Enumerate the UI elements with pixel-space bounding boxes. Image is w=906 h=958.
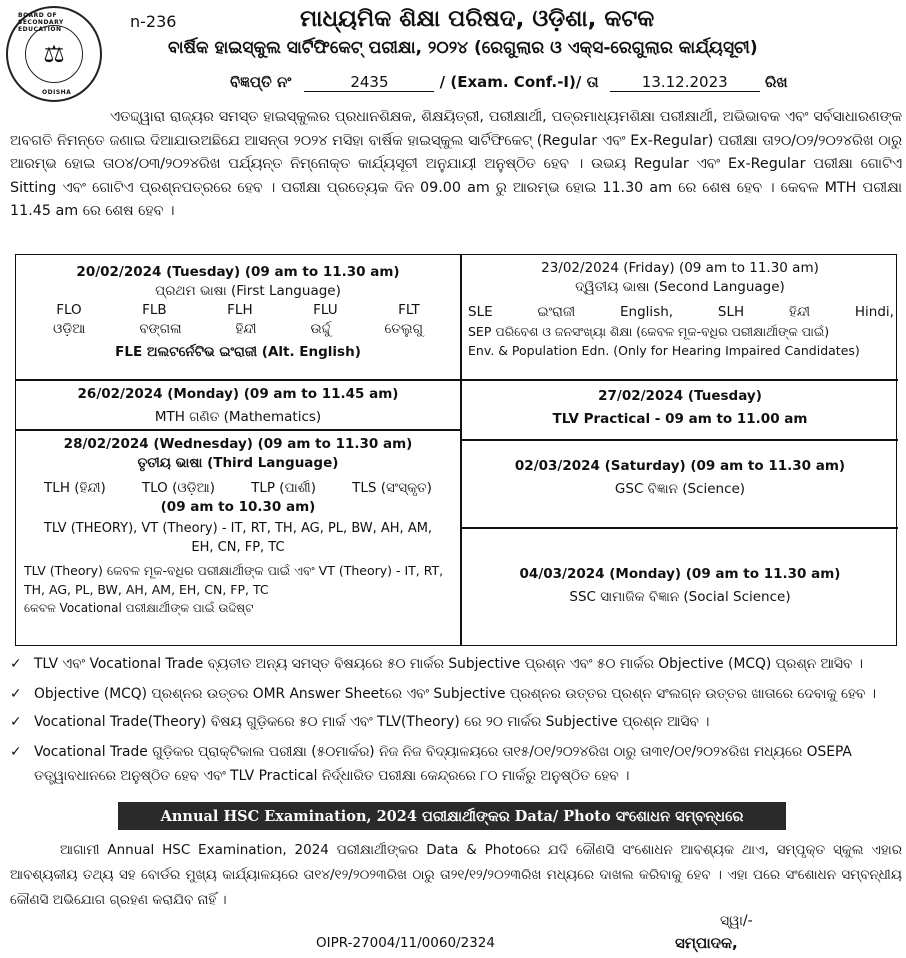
exam-date: 02/03/2024 (Saturday) (09 am to 11.30 am)	[514, 458, 846, 474]
subject-code: FLU	[313, 302, 338, 318]
reference-prefix: ବିଜ୍ଞପ୍ତି ନଂ	[230, 73, 292, 91]
language-name: ଓଡ଼ିଆ	[52, 321, 86, 337]
reference-number: 2435	[304, 73, 434, 92]
sep-line: SEP ପରିବେଶ ଓ ଜନସଂଖ୍ୟା ଶିକ୍ଷା (କେବଳ ମୂକ-ବଧିର ପରୀକ୍ଷାର୍ଥୀଙ୍କ ପାଇଁ)	[468, 324, 830, 339]
tlv-note: TLV (Theory) କେବଳ ମୂକ-ବଧିର ପରୀକ୍ଷାର୍ଥୀଙ୍କ ପାଇଁ ଏବଂ VT (Theory) - IT, RT, TH, AG, PL, BW, AH, AM, EH, CN, FP, TC	[24, 563, 444, 597]
seal-ring-text-bottom: ODISHA	[42, 89, 72, 96]
intro-paragraph	[10, 106, 902, 224]
correction-text: ଆଗାମୀ Annual HSC Examination, 2024 ପରୀକ୍ଷାର୍ଥୀଙ୍କର Data & Photoରେ ଯଦି କୌଣସି ସଂଶୋଧନ ଆବଶ୍ୟକ ଥାଏ, ସମ୍ପୃକ୍ତ ସ୍କୁଲ ଏହାର ଆବଶ୍ୟକୀୟ ତଥ୍ୟ ସହ ବୋର୍ଡର ମୁଖ୍ୟ କାର୍ଯ୍ୟାଳୟରେ ତା୧୪/୧୨/୨୦୨୩ରିଖ ଠାରୁ ତା୨୧/୧୨/୨୦୨୩ରିଖ ମଧ୍ୟରେ ଦାଖଲ କରିବାକୁ ହେବ । ଏହା ପରେ ସଂଶୋଧନ ସମ୍ବନ୍ଧୀୟ କୌଣସି ଅଭିଯୋଗ ଗ୍ରହଣ କରାଯିବ ନାହିଁ ।	[10, 842, 902, 908]
correction-paragraph	[10, 838, 902, 913]
subject-name: ପ୍ରଥମ ଭାଷା (First Language)	[155, 283, 341, 299]
signatory-title: ସମ୍ପାଦକ,	[675, 934, 738, 952]
schedule-cell-science	[462, 457, 898, 499]
page-title: ମାଧ୍ୟମିକ ଶିକ୍ଷା ପରିଷଦ, ଓଡ଼ିଶା, କଟକ	[300, 6, 655, 32]
vocational-note: କେବଳ Vocational ପରୀକ୍ଷାର୍ଥୀଙ୍କ ପାଇଁ ଉଦ୍ଦିଷ୍ଟ	[24, 601, 254, 615]
language-name: ବଙ୍ଗଳା	[139, 321, 182, 337]
intro-text: ଏତଦ୍ଦ୍ୱାରା ରାଜ୍ୟର ସମସ୍ତ ହାଇସ୍କୁଲର ପ୍ରଧାନଶିକ୍ଷକ, ଶିକ୍ଷୟିତ୍ରୀ, ପରୀକ୍ଷାର୍ଥୀ, ପତ୍ରମାଧ୍ୟମଶିକ୍ଷା ପରୀକ୍ଷାର୍ଥୀ, ଅଭିଭାବକ ଏବଂ ସର୍ବସାଧାରଣଙ୍କ ଅବଗତି ନିମନ୍ତେ ଜଣାଇ ଦିଆଯାଉଅଛିଯେ ଆସନ୍ତା ୨୦୨୪ ମସିହା ବାର୍ଷିକ ହାଇସ୍କୁଲ ସାର୍ଟିଫିକେଟ୍ (Regular ଏବଂ Ex-Regular) ପରୀକ୍ଷା ତା୨୦/୦୨/୨୦୨୪ରିଖ ଠାରୁ ଆରମ୍ଭ ହୋଇ ତା୦୪/୦୩/୨୦୨୪ରିଖ ପର୍ଯ୍ୟନ୍ତ ନିମ୍ନୋକ୍ତ କାର୍ଯ୍ୟସୂଚୀ ଅନୁଯାୟୀ ଅନୁଷ୍ଠିତ ହେବ । ଉଭୟ Regular ଏବଂ Ex-Regular ପରୀକ୍ଷା ଗୋଟିଏ Sitting ଏବଂ ଗୋଟିଏ ପ୍ରଶ୍ନପତ୍ରରେ ହେବ । ପରୀକ୍ଷା ପ୍ରତ୍ୟେକ ଦିନ 09.00 am ରୁ ଆରମ୍ଭ ହୋଇ 11.30 am ରେ ଶେଷ ହେବ । କେବଳ MTH ପରୀକ୍ଷା 11.45 am ରେ ଶେଷ ହେବ ।	[10, 109, 902, 219]
language-name: Hindi,	[854, 304, 894, 320]
lamp-book-icon: ⚖	[25, 25, 83, 83]
check-icon: ✓	[10, 714, 22, 730]
subject-code: FLH	[227, 302, 253, 318]
instruction-text: Vocational Trade(Theory) ବିଷୟ ଗୁଡ଼ିକରେ ୫୦ ମାର୍କ ଏବଂ TLV(Theory) ରେ ୨୦ ମାର୍କର Subjective ପ୍ରଶ୍ନ ଆସିବ ।	[34, 714, 710, 730]
exam-date: 27/02/2024 (Tuesday)	[598, 388, 762, 404]
reference-suffix: ରିଖ	[764, 73, 788, 91]
reference-date: 13.12.2023	[610, 73, 760, 92]
row-divider	[460, 527, 898, 529]
schedule-cell-second-language	[462, 259, 898, 360]
language-name: ଇଂରାଜୀ	[537, 304, 576, 320]
page-subtitle: ବାର୍ଷିକ ହାଇସ୍କୁଲ ସାର୍ଟିଫିକେଟ୍ ପରୀକ୍ଷା, ୨୦୨୪ (ରେଗୁଲାର ଓ ଏକ୍ସ-ରେଗୁଲାର କାର୍ଯ୍ୟସୂଚୀ)	[168, 38, 758, 58]
exam-schedule-table	[15, 254, 897, 646]
section-banner: Annual HSC Examination, 2024 ପରୀକ୍ଷାର୍ଥୀଙ୍କର Data/ Photo ସଂଶୋଧନ ସମ୍ବନ୍ଧରେ	[118, 802, 786, 830]
subject-name: MTH ଗଣିତ (Mathematics)	[154, 409, 322, 425]
schedule-cell-mathematics	[16, 385, 460, 427]
check-icon: ✓	[10, 656, 22, 672]
subject-name: GSC ବିଜ୍ଞାନ (Science)	[614, 481, 746, 497]
instruction-item	[10, 710, 902, 734]
sep-line-english: Env. & Population Edn. (Only for Hearing Impaired Candidates)	[468, 343, 860, 358]
exam-date: 28/02/2024 (Wednesday) (09 am to 11.30 am)	[63, 436, 413, 452]
row-divider	[16, 379, 460, 381]
language-name: ତେଲୁଗୁ	[384, 321, 423, 337]
schedule-cell-first-language	[16, 263, 460, 362]
subject-name: TLV Practical - 09 am to 11.00 am	[552, 411, 808, 427]
language-name: ହିନ୍ଦୀ	[789, 304, 811, 320]
subject-code: TLH (ହିନ୍ଦୀ)	[44, 480, 106, 496]
row-divider	[16, 429, 460, 431]
exam-date: 20/02/2024 (Tuesday) (09 am to 11.30 am)	[76, 264, 400, 280]
schedule-cell-tlv-practical	[462, 387, 898, 429]
subject-name: SSC ସାମାଜିକ ବିଜ୍ଞାନ (Social Science)	[569, 589, 791, 605]
instruction-item	[10, 740, 902, 788]
subject-code: SLH	[717, 304, 745, 320]
subject-code: TLS (ସଂସ୍କୃତ)	[352, 480, 432, 496]
subject-code: FLT	[398, 302, 420, 318]
row-divider	[460, 439, 898, 441]
subject-code: SLE	[468, 304, 493, 320]
reference-mid: / (Exam. Conf.-I)/ ତା	[439, 73, 599, 91]
instruction-text: Vocational Trade ଗୁଡ଼ିକର ପ୍ରାକ୍ଟିକାଲ ପରୀକ୍ଷା (୫୦ମାର୍କର) ନିଜ ନିଜ ବିଦ୍ୟାଳୟରେ ତା୧୫/୦୧/୨୦୨୪ରିଖ ଠାରୁ ତା୩୧/୦୧/୨୦୨୪ରିଖ ମଧ୍ୟରେ OSEPA ତତ୍ତ୍ୱାବଧାନରେ ଅନୁଷ୍ଠିତ ହେବ ଏବଂ TLV Practical ନିର୍ଦ୍ଧାରିତ ପରୀକ୍ଷା କେନ୍ଦ୍ରରେ ୮୦ ମାର୍କରୁ ଅନୁଷ୍ଠିତ ହେବ ।	[34, 744, 852, 784]
instruction-text: TLV ଏବଂ Vocational Trade ବ୍ୟତୀତ ଅନ୍ୟ ସମସ୍ତ ବିଷୟରେ ୫୦ ମାର୍କର Subjective ପ୍ରଶ୍ନ ଏବଂ ୫୦ ମାର୍କର Objective (MCQ) ପ୍ରଶ୍ନ ଆସିବ ।	[34, 656, 863, 672]
subject-name: ଦ୍ୱିତୀୟ ଭାଷା (Second Language)	[575, 279, 785, 295]
subject-code: TLP (ପାର୍ଶୀ)	[251, 480, 317, 496]
language-name: ହିନ୍ଦୀ	[235, 321, 257, 337]
notice-code: n-236	[130, 12, 177, 31]
oipr-code: OIPR-27004/11/0060/2324	[316, 935, 495, 951]
tlv-theory-line: TLV (THEORY), VT (Theory) - IT, RT, TH, AG, PL, BW, AH, AM, EH, CN, FP, TC	[43, 521, 433, 555]
seal-ring-text-top: BOARD OF SECONDARY EDUCATION	[18, 12, 64, 33]
subject-code: FLO	[56, 302, 82, 318]
language-name: English,	[620, 304, 674, 320]
subject-code: FLB	[142, 302, 167, 318]
row-divider	[460, 379, 898, 381]
schedule-cell-third-language	[16, 435, 460, 618]
exam-date: 04/03/2024 (Monday) (09 am to 11.30 am)	[519, 566, 841, 582]
check-icon: ✓	[10, 744, 22, 760]
exam-time: (09 am to 10.30 am)	[160, 499, 316, 515]
instruction-item	[10, 652, 902, 676]
schedule-cell-social-science	[462, 565, 898, 607]
subject-code: TLO (ଓଡ଼ିଆ)	[141, 480, 216, 496]
exam-date: 26/02/2024 (Monday) (09 am to 11.45 am)	[77, 386, 399, 402]
alt-english: FLE ଅଲଟର୍ନେଟିଭ ଇଂରାଜୀ (Alt. English)	[115, 344, 361, 360]
instruction-text: Objective (MCQ) ପ୍ରଶ୍ନର ଉତ୍ତର OMR Answer Sheetରେ ଏବଂ Subjective ପ୍ରଶ୍ନର ଉତ୍ତର ପ୍ରଶ୍ନ ସଂଲଗ୍ନ ଉତ୍ତର ଖାତାରେ ଦେବାକୁ ହେବ ।	[34, 686, 876, 702]
instruction-item	[10, 682, 902, 706]
exam-date: 23/02/2024 (Friday) (09 am to 11.30 am)	[541, 260, 819, 276]
board-seal-logo	[6, 6, 102, 102]
subject-name: ତୃତୀୟ ଭାଷା (Third Language)	[137, 455, 339, 471]
check-icon: ✓	[10, 686, 22, 702]
language-name: ଉର୍ଦ୍ଦୁ	[310, 321, 331, 337]
signature-mark: ସ୍ୱା/-	[720, 913, 753, 929]
reference-line	[230, 73, 788, 92]
